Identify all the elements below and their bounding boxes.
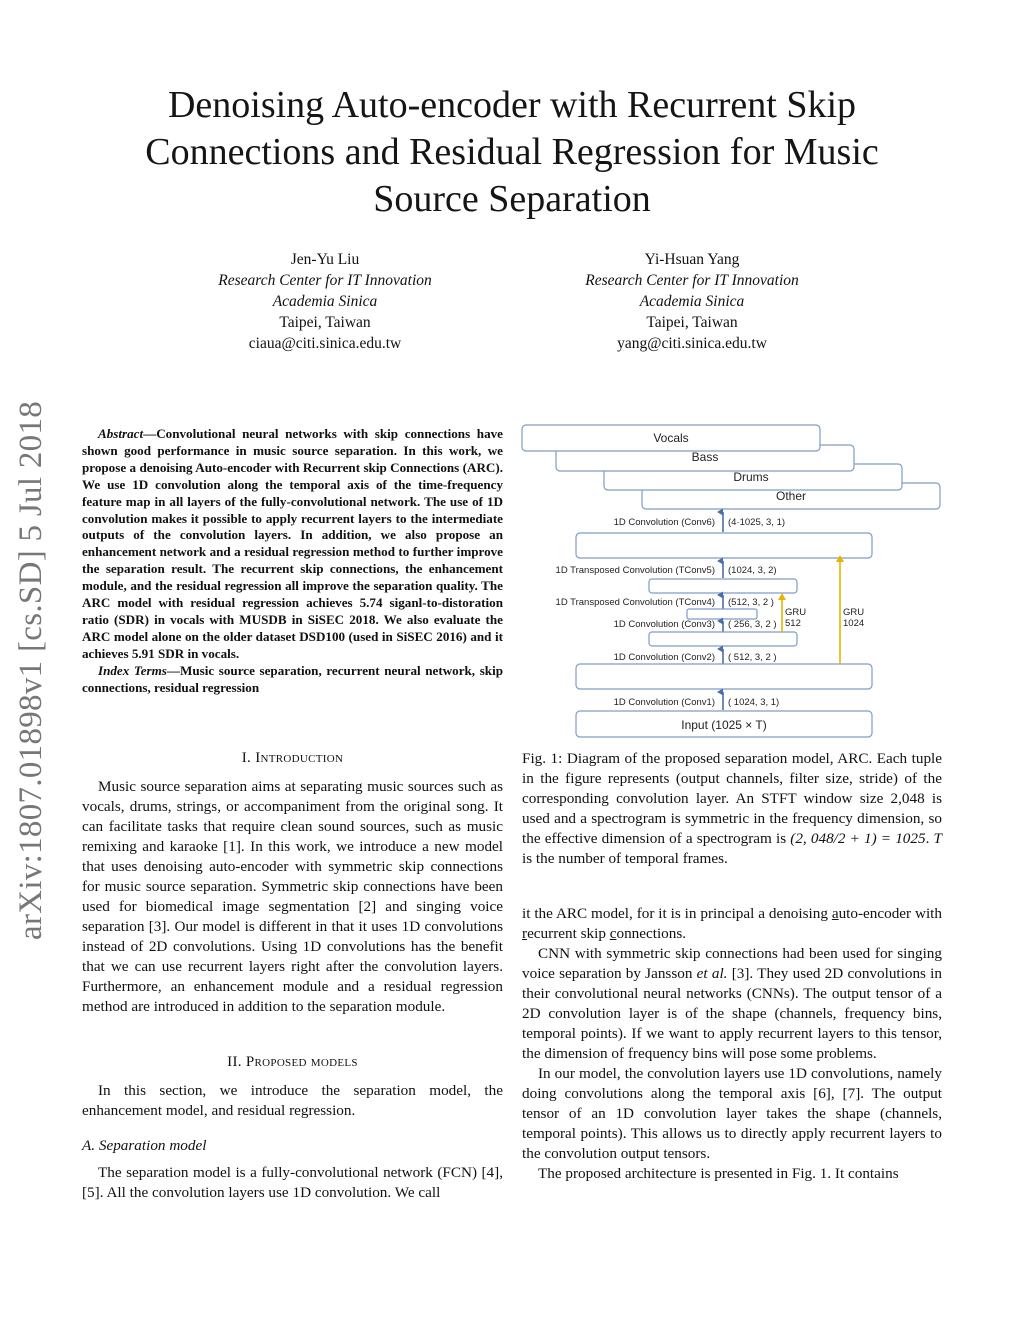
section2-intro-paragraph: [82, 1081, 503, 1121]
index-terms-label: Index Terms: [98, 662, 167, 678]
author-location: Taipei, Taiwan: [646, 314, 738, 331]
gru-size-1024: 1024: [843, 618, 865, 629]
section-heading-proposed-models: [82, 1054, 503, 1071]
right-column-text: [522, 904, 942, 1184]
author-org: Academia Sinica: [272, 293, 378, 310]
author-block-2: [542, 249, 842, 354]
output-label-other: Other: [775, 489, 807, 503]
section-number: II.: [227, 1054, 242, 1070]
text-run: et al.: [696, 965, 728, 982]
feature-box-conv1: [576, 664, 872, 689]
paper-title: [80, 82, 944, 223]
separation-model-paragraph: [82, 1163, 503, 1203]
layer-params-conv3: ( 256, 3, 2 ): [728, 619, 777, 630]
layer-params-tconv4: (512, 3, 2 ): [728, 597, 774, 608]
text-run: CNN with symmetric skip connections had been used for singing voice separation by Jansson: [522, 945, 942, 982]
gru-label-512: GRU: [785, 607, 807, 618]
paragraph: Music source separation aims at separating music sources such as vocals, drums, strings, or accompaniment from the original song. It can facilitate tasks that require clean sound sources, such as music remixing and karaoke [1]. In this work, we introduce a new model that uses denoising auto-encoder with symmetric skip connections for music source separation. Symmetric skip connections have been used for biomedical image segmentation [2] and singing voice separation [3]. Our model is different in that it uses 1D convolutions instead of 2D convolutions. Using 1D convolutions has the benefit that we can use recurrent layers right after the convolution layers. Furthermore, an enhancement module and a residual regression method are introduced in addition to the separation module.: [82, 778, 503, 1015]
layer-label-conv6: 1D Convolution (Conv6): [613, 517, 715, 528]
text-run: ecurrent skip: [527, 925, 610, 942]
text-run: uto-encoder with: [838, 905, 942, 922]
paragraph: In our model, the convolution layers use 1D convolutions, namely doing convolutions along the temporal axis [6], [7]. The output tensor of an 1D convolution layer takes the shape (channels, temporal points). This allows us to directly apply recurrent layers to the convolution output tensors.: [522, 1065, 942, 1162]
author-block-1: [175, 249, 475, 354]
feature-box-tconv5: [576, 533, 872, 558]
section-title: Proposed models: [245, 1054, 358, 1070]
author-org: Academia Sinica: [639, 293, 745, 310]
layer-params-conv2: ( 512, 3, 2 ): [728, 652, 777, 663]
abstract-label: Abstract: [98, 426, 144, 441]
output-label-bass: Bass: [691, 450, 719, 464]
layer-label-conv1: 1D Convolution (Conv1): [613, 697, 715, 708]
paragraph: The separation model is a fully-convolutional network (FCN) [4], [5]. All the convolution layers use 1D convolution. We call: [82, 1164, 503, 1201]
text-run: a: [831, 905, 839, 922]
figure-caption: [522, 749, 942, 869]
output-label-drums: Drums: [733, 470, 769, 484]
author-name: Yi-Hsuan Yang: [644, 251, 740, 268]
author-email: ciaua@citi.sinica.edu.tw: [248, 335, 402, 352]
section-number: I.: [241, 750, 252, 766]
section-title: Introduction: [255, 750, 344, 766]
author-dept: Research Center for IT Innovation: [218, 272, 432, 289]
text-run: onnections.: [616, 925, 687, 942]
output-label-vocals: Vocals: [653, 431, 689, 445]
paragraph: [522, 944, 942, 1064]
subsection-heading-separation-model: A. Separation model: [82, 1137, 207, 1154]
layer-label-tconv5: 1D Transposed Convolution (TConv5): [555, 565, 715, 576]
layer-label-conv3: 1D Convolution (Conv3): [613, 619, 715, 630]
title-line-3: Source Separation: [373, 178, 651, 220]
arxiv-stamp: arXiv:1807.01898v1 [cs.SD] 5 Jul 2018: [13, 400, 49, 940]
abstract: [82, 426, 503, 697]
feature-box-tconv4: [649, 579, 797, 593]
text-run: it the ARC model, for it is in principal a denoising: [522, 905, 832, 922]
caption-math-t: T: [933, 830, 942, 847]
index-terms-text: —Music source separation, recurrent neural network, skip connections, residual regression: [82, 662, 503, 695]
input-label: Input (1025 × T): [681, 718, 767, 732]
author-dept: Research Center for IT Innovation: [585, 272, 799, 289]
feature-box-conv3: [687, 609, 757, 619]
section-heading-introduction: [82, 750, 503, 767]
text-run: c: [609, 925, 617, 942]
text-run: [3]. They used 2D convolutions in their convolutional neural networks (CNNs). The output tensor of a 2D convolution layer is of the shape (channels, frequency bins, temporal points). If we want to apply recurrent layers to this tensor, the dimension of frequency bins will pose some problems.: [522, 965, 942, 1062]
layer-label-conv2: 1D Convolution (Conv2): [613, 652, 715, 663]
caption-text: Fig. 1: Diagram of the proposed separation model, ARC. Each tuple in the figure represents (output channels, filter size, stride) of the corresponding convolution layer. An STFT window size 2,048 is used and a spectrogram is symmetric in the frequency dimension, so the effective dimension of a spectrogram is: [522, 750, 942, 847]
caption-text: .: [925, 830, 934, 847]
title-line-1: Denoising Auto-encoder with Recurrent Skip: [167, 84, 857, 126]
layer-label-tconv4: 1D Transposed Convolution (TConv4): [555, 597, 715, 608]
architecture-diagram: [520, 420, 944, 742]
title-line-2: Connections and Residual Regression for Music: [145, 131, 879, 173]
intro-paragraph: [82, 777, 503, 1017]
author-email: yang@citi.sinica.edu.tw: [617, 335, 767, 352]
author-location: Taipei, Taiwan: [279, 314, 371, 331]
caption-math: (2, 048/2 + 1) = 1025: [790, 830, 926, 847]
caption-text: is the number of temporal frames.: [522, 850, 728, 867]
feature-box-conv2: [649, 632, 797, 646]
paragraph: In this section, we introduce the separation model, the enhancement model, and residual regression.: [82, 1082, 503, 1119]
layer-params-tconv5: (1024, 3, 2): [728, 565, 777, 576]
text-run: r: [522, 925, 528, 942]
layer-params-conv6: (4·1025, 3, 1): [728, 517, 786, 528]
abstract-text: —Convolutional neural networks with skip connections have shown good performance in music source separation. In this work, we propose a denoising Auto-encoder with Recurrent skip Connections (ARC). We use 1D convolution along the temporal axis of the time-frequency feature map in all layers of the fully-convolutional network. The use of 1D convolution makes it possible to apply recurrent layers to the intermediate outputs of the convolution layers. In addition, we also propose an enhancement network and a residual regression method to further improve the separation result. The recurrent skip connections, the enhancement module, and the residual regression all improve the separation quality. The ARC model with residual regression achieves 5.74 siganl-to-distoration ratio (SDR) in vocals with MUSDB in SiSEC 2018. We also evaluate the ARC model alone on the older dataset DSD100 (used in SiSEC 2016) and it achieves 5.91 SDR in vocals.: [82, 426, 503, 661]
author-name: Jen-Yu Liu: [290, 251, 360, 268]
paragraph: The proposed architecture is presented in Fig. 1. It contains: [538, 1165, 899, 1182]
layer-params-conv1: ( 1024, 3, 1): [728, 697, 780, 708]
gru-size-512: 512: [785, 618, 801, 629]
gru-label-1024: GRU: [843, 607, 865, 618]
paragraph: [522, 904, 942, 944]
